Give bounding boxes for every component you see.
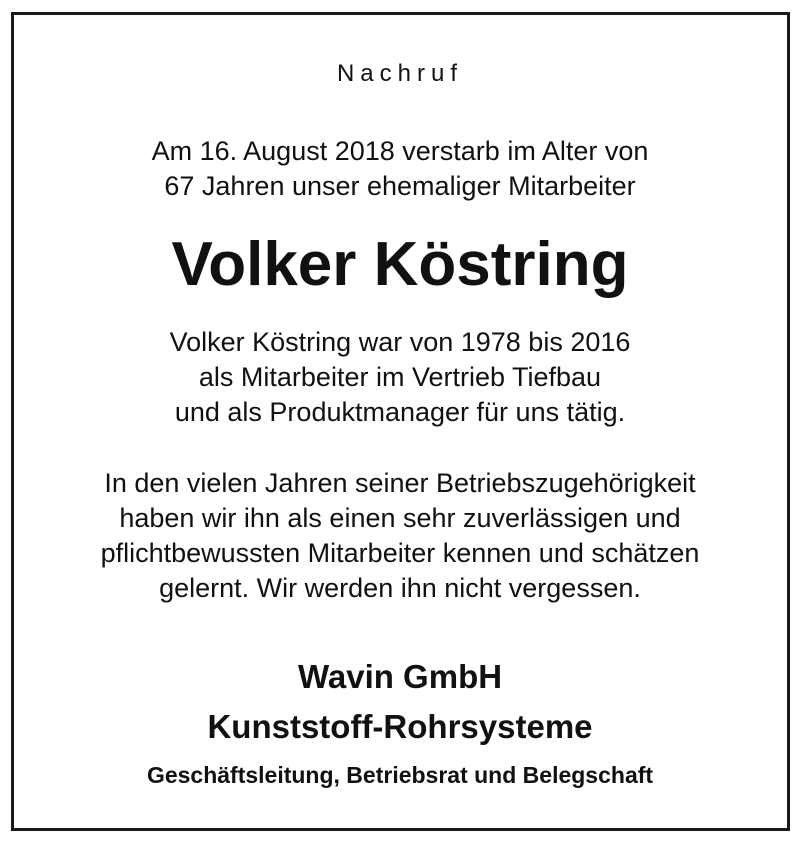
- intro-line-2: 67 Jahren unser ehemaliger Mitarbeiter: [164, 171, 636, 201]
- notice-heading: Nachruf: [336, 60, 464, 87]
- career-line-1: Volker Köstring war von 1978 bis 2016: [169, 327, 631, 357]
- career-line-3: und als Produktmanager für uns tätig.: [174, 397, 626, 427]
- tribute-line-3: pflichtbewussten Mitarbeiter kennen und schätzen: [100, 538, 700, 568]
- career-line-2: als Mitarbeiter im Vertrieb Tiefbau: [198, 362, 602, 392]
- tribute-line-4: gelernt. Wir werden ihn nicht vergessen.: [159, 573, 641, 603]
- intro-line-1: Am 16. August 2018 verstarb im Alter von: [151, 136, 649, 166]
- signers-line: Geschäftsleitung, Betriebsrat und Belegschaft: [146, 762, 654, 788]
- tribute-line-2: haben wir ihn als einen sehr zuverlässigen und: [119, 503, 681, 533]
- company-division: Kunststoff-Rohrsysteme: [207, 708, 593, 745]
- company-name: Wavin GmbH: [297, 658, 503, 695]
- tribute-line-1: In den vielen Jahren seiner Betriebszugehörigkeit: [104, 468, 696, 498]
- deceased-name: Volker Köstring: [171, 230, 629, 299]
